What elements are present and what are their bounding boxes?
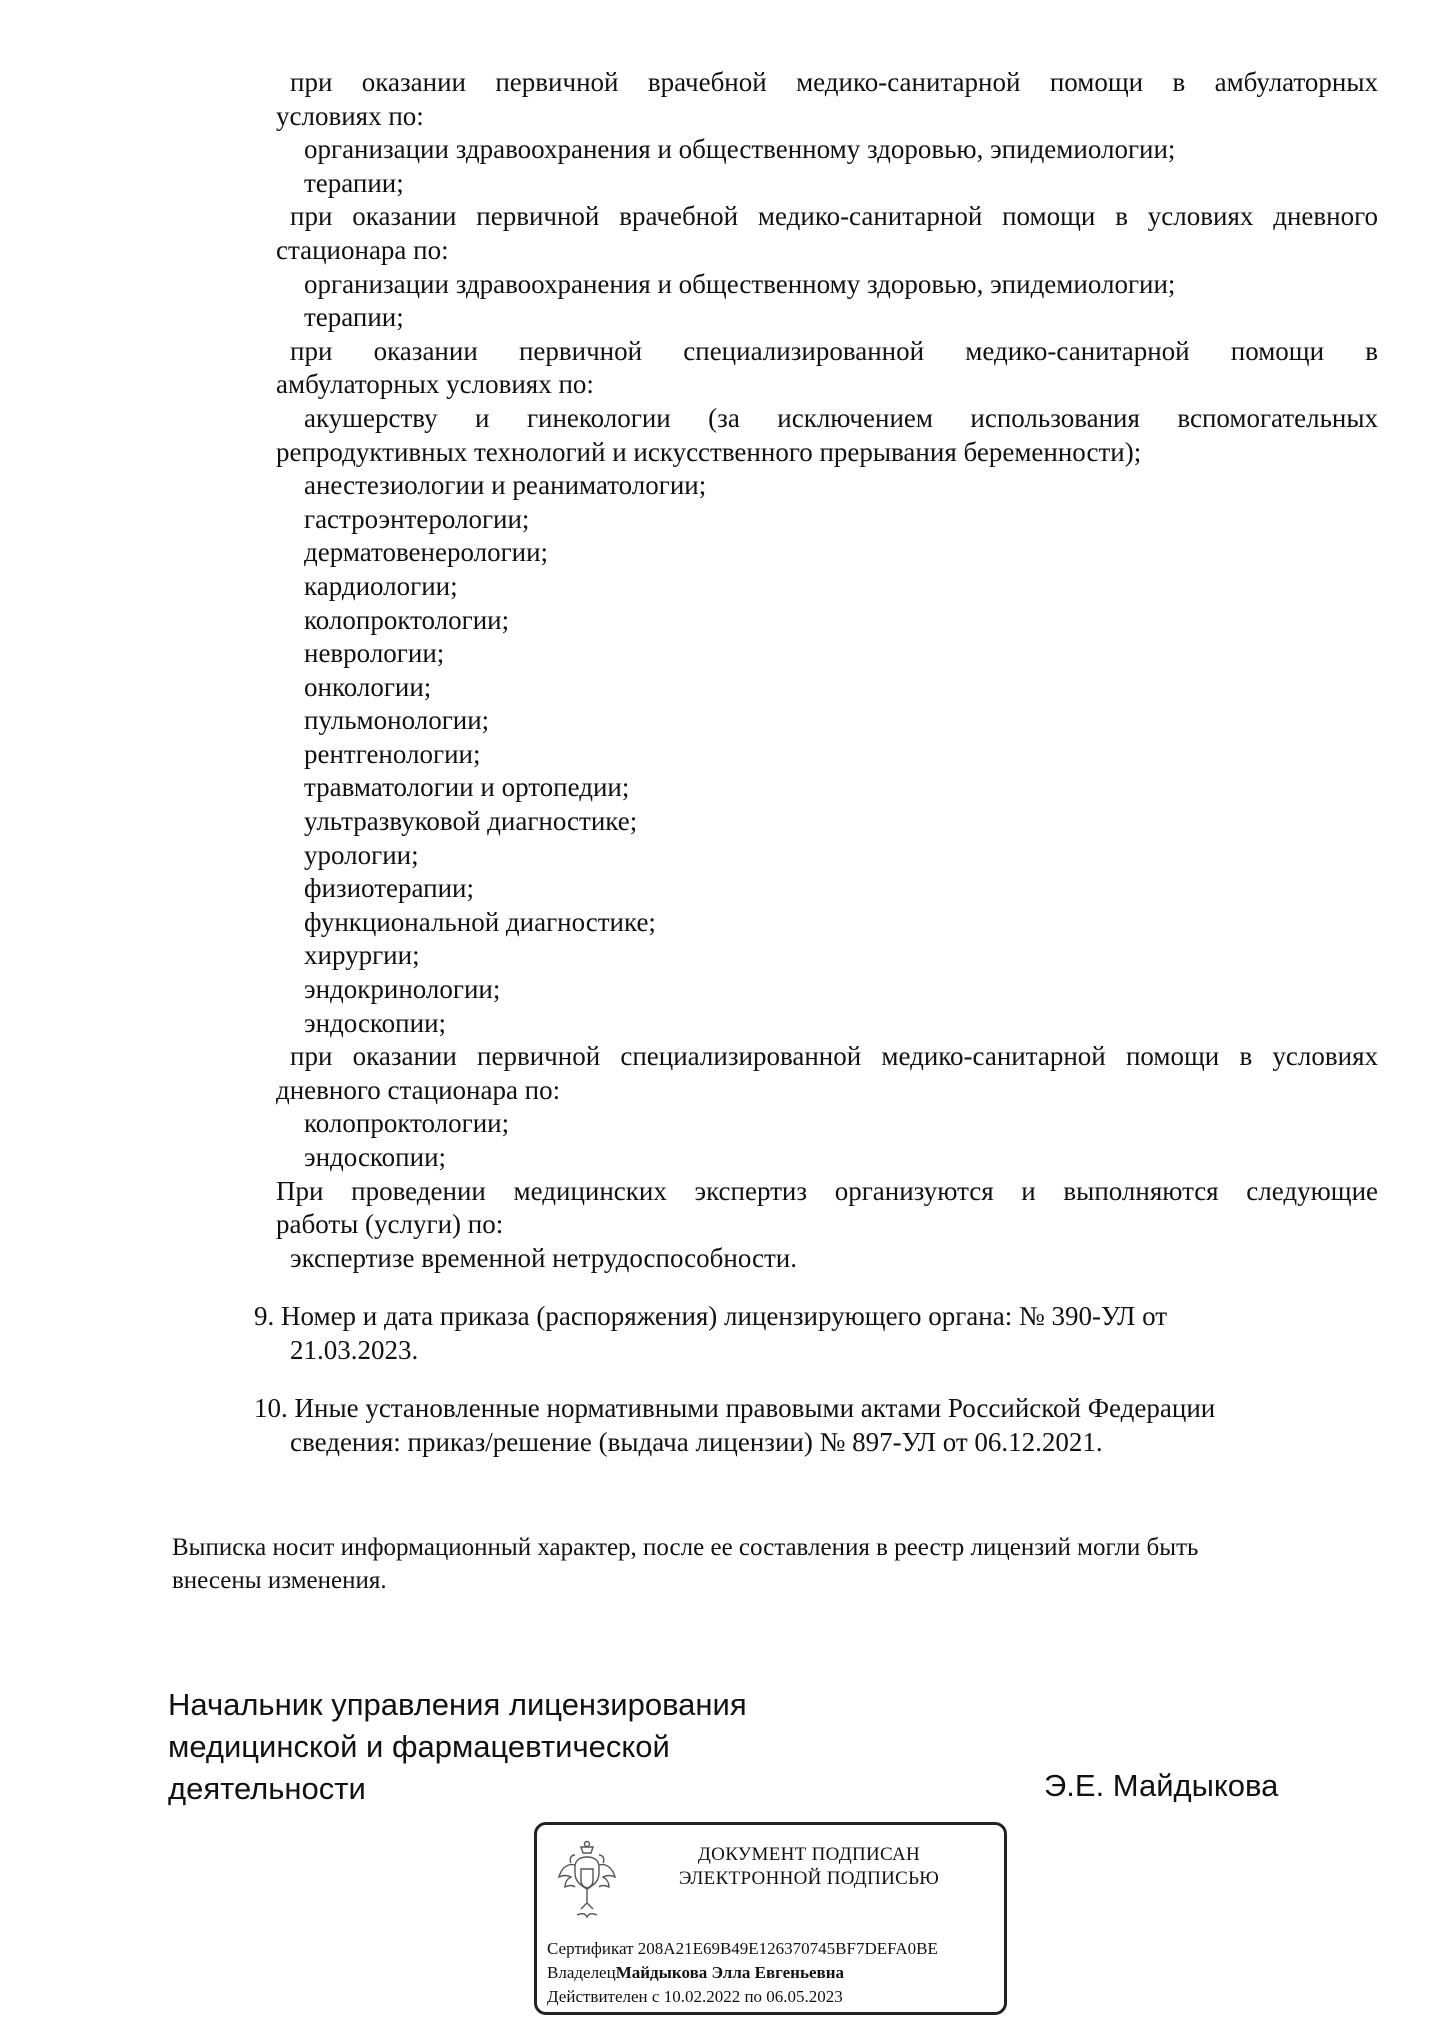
activity-line: условиях по: [276, 100, 424, 131]
activity-line: эндоскопии; [304, 1142, 447, 1172]
stamp-certificate [547, 1938, 938, 1960]
electronic-signature-stamp [534, 1822, 1007, 2015]
signatory-title [168, 1684, 747, 1810]
activity-line: эндокринологии; [304, 974, 501, 1005]
item-10-other-info [254, 1392, 1304, 1459]
item-9-line-1: 9. Номер и дата приказа (распоряжения) лицензирующего органа: № 390-УЛ от [254, 1301, 1168, 1331]
activity-line: организации здравоохранения и общественному здоровью, эпидемиологии; [304, 134, 1176, 165]
activity-line: репродуктивных технологий и искусственного прерывания беременности); [276, 436, 1142, 467]
activity-line: урологии; [304, 839, 419, 870]
note-line-1: Выписка носит информационный характер, после ее составления в реестр лицензий могли быть [172, 1534, 1199, 1561]
activity-line: амбулаторных условиях по: [276, 369, 594, 400]
signatory-title-line-1: Начальник управления лицензирования [168, 1687, 747, 1722]
coat-of-arms-icon [555, 1839, 619, 1923]
signatory-title-line-3: деятельности [168, 1771, 366, 1806]
stamp-owner-label: Владелец [547, 1963, 616, 1982]
activity-line: терапии; [304, 302, 404, 333]
note-line-2: внесены изменения. [172, 1567, 387, 1594]
activity-line: экспертизе временной нетрудоспособности. [290, 1242, 797, 1273]
activity-line: рентгенологии; [304, 738, 481, 769]
activity-line: при оказании первичной специализированной медико-санитарной помощи в условиях [290, 1041, 1378, 1072]
stamp-heading [649, 1843, 969, 1891]
activity-line: при оказании первичной специализированной медико-санитарной помощи в [290, 335, 1378, 366]
activity-line: функциональной диагностике; [304, 906, 656, 937]
activity-line: ультразвуковой диагностике; [304, 806, 638, 837]
activity-line: колопроктологии; [304, 604, 510, 635]
activity-line: работы (услуги) по: [276, 1209, 504, 1240]
activity-line: гастроэнтерологии; [304, 503, 530, 534]
item-10-line-2: сведения: приказ/решение (выдача лицензии) № 897-УЛ от 06.12.2021. [290, 1426, 1103, 1457]
activity-line: пульмонологии; [304, 705, 490, 736]
activity-line: при оказании первичной врачебной медико-санитарной помощи в амбулаторных [290, 67, 1378, 97]
activity-line: при оказании первичной врачебной медико-санитарной помощи в условиях дневного [290, 201, 1378, 232]
activity-line: стационара по: [276, 234, 449, 265]
informational-note [172, 1531, 1382, 1597]
licensed-activities-list [276, 66, 1378, 1275]
activity-line: дерматовенерологии; [304, 537, 549, 568]
stamp-heading-line-2: ЭЛЕКТРОННОЙ ПОДПИСЬЮ [678, 1868, 940, 1889]
stamp-certificate-value: 208A21E69B49E126370745BF7DEFA0BE [637, 1939, 938, 1958]
stamp-heading-line-1: ДОКУМЕНТ ПОДПИСАН [697, 1844, 921, 1865]
activity-line: акушерству и гинекологии (за исключением использования вспомогательных [304, 402, 1378, 433]
item-9-line-2: 21.03.2023. [290, 1334, 419, 1365]
activity-line: терапии; [304, 167, 404, 198]
activity-line: анестезиологии и реаниматологии; [304, 470, 707, 501]
activity-line: организации здравоохранения и общественному здоровью, эпидемиологии; [304, 268, 1176, 299]
activity-line: кардиологии; [304, 570, 458, 601]
signatory-name: Э.Е. Майдыкова [1044, 1768, 1279, 1803]
activity-line: физиотерапии; [304, 873, 474, 904]
item-10-line-1: 10. Иные установленные нормативными правовыми актами Российской Федерации [254, 1393, 1216, 1423]
activity-line: хирургии; [304, 940, 420, 971]
stamp-owner-value: Майдыкова Элла Евгеньевна [615, 1963, 844, 1982]
item-9-order-number [254, 1300, 1304, 1367]
stamp-certificate-label: Сертификат [547, 1939, 634, 1958]
activity-line: онкологии; [304, 671, 432, 702]
signatory-title-line-2: медицинской и фармацевтической [168, 1729, 670, 1764]
activity-line: колопроктологии; [304, 1108, 510, 1139]
activity-line: травматологии и ортопедии; [304, 772, 630, 803]
activity-line: дневного стационара по: [276, 1074, 561, 1105]
stamp-owner [547, 1962, 844, 1984]
activity-line: неврологии; [304, 638, 445, 669]
activity-line: При проведении медицинских экспертиз организуются и выполняются следующие [276, 1175, 1378, 1206]
stamp-validity: Действителен с 10.02.2022 по 06.05.2023 [547, 1987, 843, 2006]
activity-line: эндоскопии; [304, 1007, 447, 1038]
